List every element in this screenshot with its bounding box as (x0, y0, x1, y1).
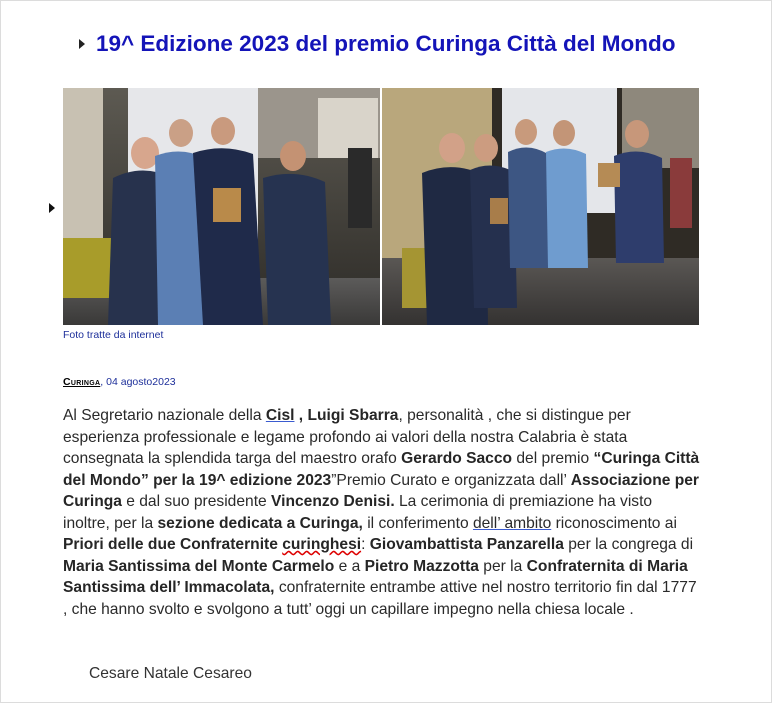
article-text-run: sezione dedicata a Curinga, (157, 514, 363, 532)
article-text-run: per la (478, 557, 527, 575)
article-text-run: Vincenzo Denisi. (271, 493, 395, 510)
article-text-run: : (361, 536, 370, 553)
article-text-run: Pietro Mazzotta (364, 557, 479, 575)
article-text-run: Gerardo Sacco (401, 450, 513, 467)
bullet-arrow-icon (79, 39, 85, 49)
article-text-run: curinghesi (282, 536, 362, 553)
article-text-run: riconoscimento ai (551, 514, 677, 532)
award-photo-right (382, 88, 699, 325)
author-signature: Cesare Natale Cesareo (89, 665, 252, 682)
article-text-run: Cisl (265, 407, 295, 424)
photo-caption: Foto tratte da internet (63, 329, 164, 341)
article-text-run: ”Premio Curato e organizzata dall’ (331, 471, 571, 489)
article-text-run: confraternite entrambe attive nel nostro territorio fin dal 1777 , che hanno svolto e svolgono a tutt’ oggi un capillare impegno nella chiesa locale . (63, 579, 697, 618)
article-text-run: e a (334, 557, 365, 575)
award-photo-left (63, 88, 380, 325)
article-title: 19^ Edizione 2023 del premio Curinga Città del Mondo (96, 31, 676, 56)
article-text-run: Confraternita di Maria Santissima dell’ Immacolata, (63, 557, 688, 596)
title-row (79, 29, 676, 59)
article-text-run: La cerimonia di premiazione ha visto inoltre, per la (63, 493, 653, 532)
article-text-run: e dal suo presidente (121, 493, 272, 510)
article-text-run: “Curinga Città del Mondo” per la 19^ edizione 2023 (63, 450, 700, 489)
side-bullet-arrow-icon (49, 203, 55, 213)
article-text-run: Associazione per Curinga (63, 471, 699, 510)
dateline-date: 04 agosto2023 (106, 376, 176, 388)
article-text-run: , personalità , che si distingue per esperienza professionale e legame profondo ai valori della nostra Calabria è stata consegnata la splendida targa del maestro orafo (63, 407, 631, 467)
article-text-run: Luigi Sbarra (307, 407, 399, 424)
article-text-run: Giovambattista Panzarella (369, 536, 564, 553)
article-text-run: per la congrega di (563, 536, 694, 553)
article-text-run: , (294, 407, 308, 424)
article-text-run: Al Segretario nazionale della (63, 407, 266, 424)
dateline-place: Curinga (63, 376, 101, 388)
article-text-run: del premio (512, 450, 594, 467)
dateline (63, 376, 176, 388)
article-body (63, 405, 703, 620)
dateline-separator: , (100, 376, 107, 388)
article-text-run: Maria Santissima del Monte Carmelo (63, 557, 335, 575)
article-text-run: Priori delle due Confraternite (63, 536, 283, 553)
article-text-run: dell’ ambito (472, 514, 552, 532)
article-text-run: il conferimento (362, 514, 473, 532)
